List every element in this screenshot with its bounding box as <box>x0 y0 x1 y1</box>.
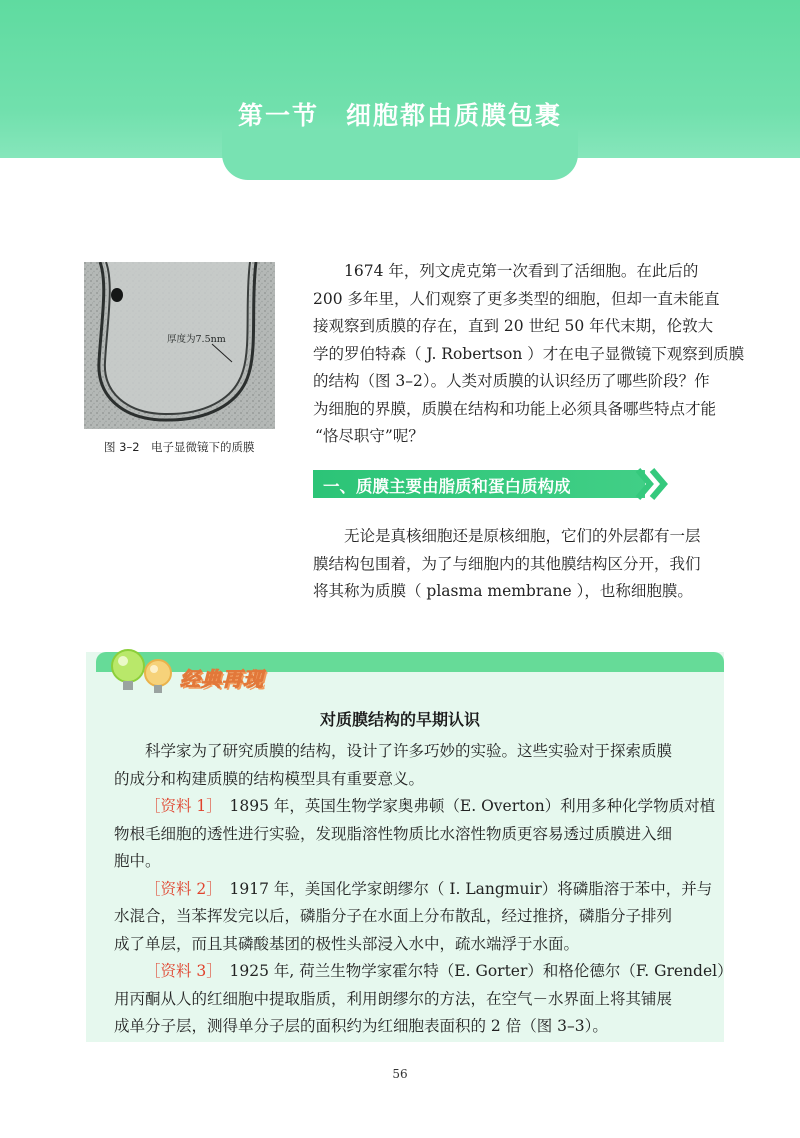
figure-caption: 图 3–2 电子显微镜下的质膜 <box>104 440 255 454</box>
material-line: 成了单层，而且其磷酸基团的极性头部浸入水中，疏水端浮于水面。 <box>114 934 580 953</box>
intro-line: 200 多年里，人们观察了更多类型的细胞，但却一直未能直 <box>313 289 720 308</box>
material-text: 1917 年，美国化学家朗缪尔（ I. Langmuir）将磷脂溶于苯中，并与 <box>214 879 713 898</box>
thickness-label: 厚度为7.5nm <box>167 334 226 345</box>
intro-line: 1674 年，列文虎克第一次看到了活细胞。在此后的 <box>344 262 699 280</box>
section-line: 将其称为质膜（ plasma membrane ），也称细胞膜。 <box>313 582 693 600</box>
classic-intro-line: 科学家为了研究质膜的结构，设计了许多巧妙的实验。这些实验对于探索质膜 <box>145 742 673 760</box>
intro-line: 学的罗伯特森（ J. Robertson ）才在电子显微镜下观察到质膜 <box>313 344 745 363</box>
chapter-header-tab <box>222 130 578 180</box>
material-line: 水混合，当苯挥发完以后，磷脂分子在水面上分布散乱，经过推挤，磷脂分子排列 <box>114 907 673 925</box>
intro-line: “恪尽职守”呢？ <box>315 427 424 445</box>
classic-intro-line: 的成分和构建质膜的结构模型具有重要意义。 <box>114 769 425 788</box>
section-title: 第一节 细胞都由质膜包裹 <box>237 101 562 130</box>
intro-line: 的结构（图 3–2）。人类对质膜的认识经历了哪些阶段？作 <box>313 372 710 390</box>
intro-line: 为细胞的界膜，质膜在结构和功能上必须具备哪些特点才能 <box>313 399 717 418</box>
section-heading: 一、质膜主要由脂质和蛋白质构成 <box>323 477 571 496</box>
material-tag: ［资料 2］ <box>145 879 215 898</box>
lightbulb-icon <box>104 640 180 700</box>
material-line: 物根毛细胞的透性进行实验，发现脂溶性物质比水溶性物质更容易透过质膜进入细 <box>114 824 673 843</box>
section-paragraph <box>313 523 723 606</box>
section-line: 膜结构包围着，为了与细胞内的其他膜结构区分开，我们 <box>313 554 701 573</box>
material-line: 用丙酮从人的红细胞中提取脂质，利用朗缪尔的方法，在空气－水界面上将其铺展 <box>114 989 673 1008</box>
material-text: 1895 年，英国生物学家奥弗顿（E. Overton）利用多种化学物质对植 <box>214 797 716 815</box>
material-tag: ［资料 1］ <box>145 797 215 815</box>
section-line: 无论是真核细胞还是原核细胞，它们的外层都有一层 <box>344 527 701 545</box>
material-line: 成单分子层，测得单分子层的面积约为红细胞表面积的 2 倍（图 3–3）。 <box>114 1017 608 1035</box>
material-tag: ［资料 3］ <box>145 962 215 980</box>
material-2 <box>114 876 714 904</box>
classic-box-heading: 对质膜结构的早期认识 <box>319 710 480 729</box>
electron-micrograph-image <box>84 262 275 429</box>
double-chevron-icon <box>634 466 674 502</box>
classic-box-label: 经典再现 <box>180 667 264 691</box>
material-text: 1925 年, 荷兰生物学家霍尔特（E. Gorter）和格伦德尔（F. Grendel） <box>214 962 733 980</box>
material-1 <box>114 793 714 821</box>
material-3 <box>114 958 733 986</box>
intro-line: 接观察到质膜的存在，直到 20 世纪 50 年代末期，伦敦大 <box>313 317 714 335</box>
intro-paragraph <box>313 258 745 451</box>
page-number: 56 <box>392 1067 408 1081</box>
material-line: 胞中。 <box>114 852 161 870</box>
classic-content <box>114 738 733 1041</box>
